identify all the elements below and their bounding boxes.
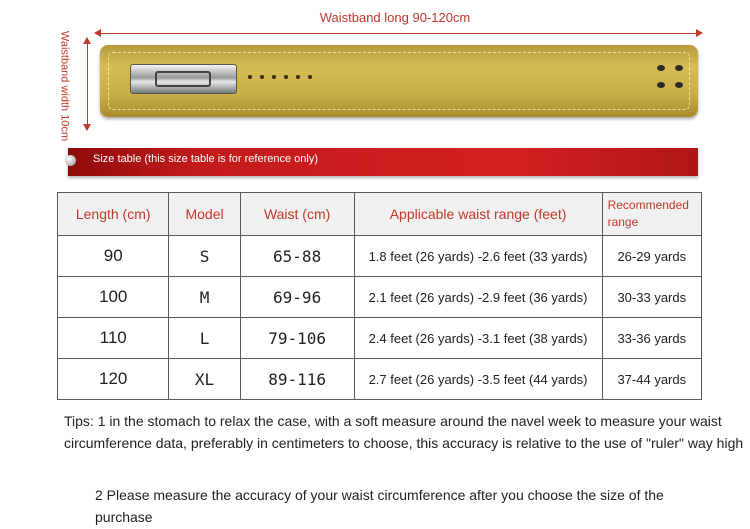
tip-1: Tips: 1 in the stomach to relax the case, with a soft measure around the navel week to measure your waist circumference data, preferably in centimeters to choose, this accuracy is relative to the use of "ruler" way high	[64, 413, 744, 451]
arrow-left-icon	[94, 29, 101, 37]
belt-hole	[248, 75, 252, 79]
header-waist: Waist (cm)	[240, 193, 354, 236]
cell-waist-range: 2.4 feet (26 yards) -3.1 feet (38 yards)	[354, 318, 602, 359]
cell-waist: 89-116	[240, 359, 354, 400]
cell-length: 90	[58, 236, 169, 277]
belt-hole	[284, 75, 288, 79]
belt-hole	[296, 75, 300, 79]
width-dimension-line	[87, 42, 88, 124]
arrow-up-icon	[83, 37, 91, 44]
size-table	[57, 192, 702, 400]
cell-model: S	[169, 236, 240, 277]
header-length: Length (cm)	[58, 193, 169, 236]
arrow-right-icon	[696, 29, 703, 37]
cell-length: 110	[58, 318, 169, 359]
cell-length: 120	[58, 359, 169, 400]
header-waist-range: Applicable waist range (feet)	[354, 193, 602, 236]
header-recommended: Recommended range	[602, 193, 701, 236]
belt-hole	[260, 75, 264, 79]
cell-waist-range: 1.8 feet (26 yards) -2.6 feet (33 yards)	[354, 236, 602, 277]
length-dimension-line	[100, 33, 696, 34]
header-model: Model	[169, 193, 240, 236]
table-row	[58, 277, 702, 318]
table-row	[58, 236, 702, 277]
cell-recommended: 37-44 yards	[602, 359, 701, 400]
length-label: Waistband long 90-120cm	[300, 10, 490, 25]
cell-length: 100	[58, 277, 169, 318]
cell-waist-range: 2.7 feet (26 yards) -3.5 feet (44 yards)	[354, 359, 602, 400]
arrow-down-icon	[83, 124, 91, 131]
cell-recommended: 33-36 yards	[602, 318, 701, 359]
buckle-lever	[155, 71, 211, 87]
cell-waist: 79-106	[240, 318, 354, 359]
cell-recommended: 30-33 yards	[602, 277, 701, 318]
rivet-icon	[675, 82, 683, 88]
cell-model: XL	[169, 359, 240, 400]
rivet-icon	[675, 65, 683, 71]
belt-hole	[308, 75, 312, 79]
cell-model: M	[169, 277, 240, 318]
rivet-icon	[657, 65, 665, 71]
rivet-icon	[657, 82, 665, 88]
width-label: Waistband width 10cm	[58, 30, 71, 142]
table-row	[58, 318, 702, 359]
cell-waist: 65-88	[240, 236, 354, 277]
table-row	[58, 359, 702, 400]
table-header-row	[58, 193, 702, 236]
cell-waist: 69-96	[240, 277, 354, 318]
cell-model: L	[169, 318, 240, 359]
belt-hole	[272, 75, 276, 79]
banner-text: Size table (this size table is for reference only)	[93, 153, 318, 165]
tip-2: 2 Please measure the accuracy of your waist circumference after you choose the size of the purchase	[95, 487, 664, 525]
bullet-icon	[65, 155, 76, 166]
cell-recommended: 26-29 yards	[602, 236, 701, 277]
cell-waist-range: 2.1 feet (26 yards) -2.9 feet (36 yards)	[354, 277, 602, 318]
